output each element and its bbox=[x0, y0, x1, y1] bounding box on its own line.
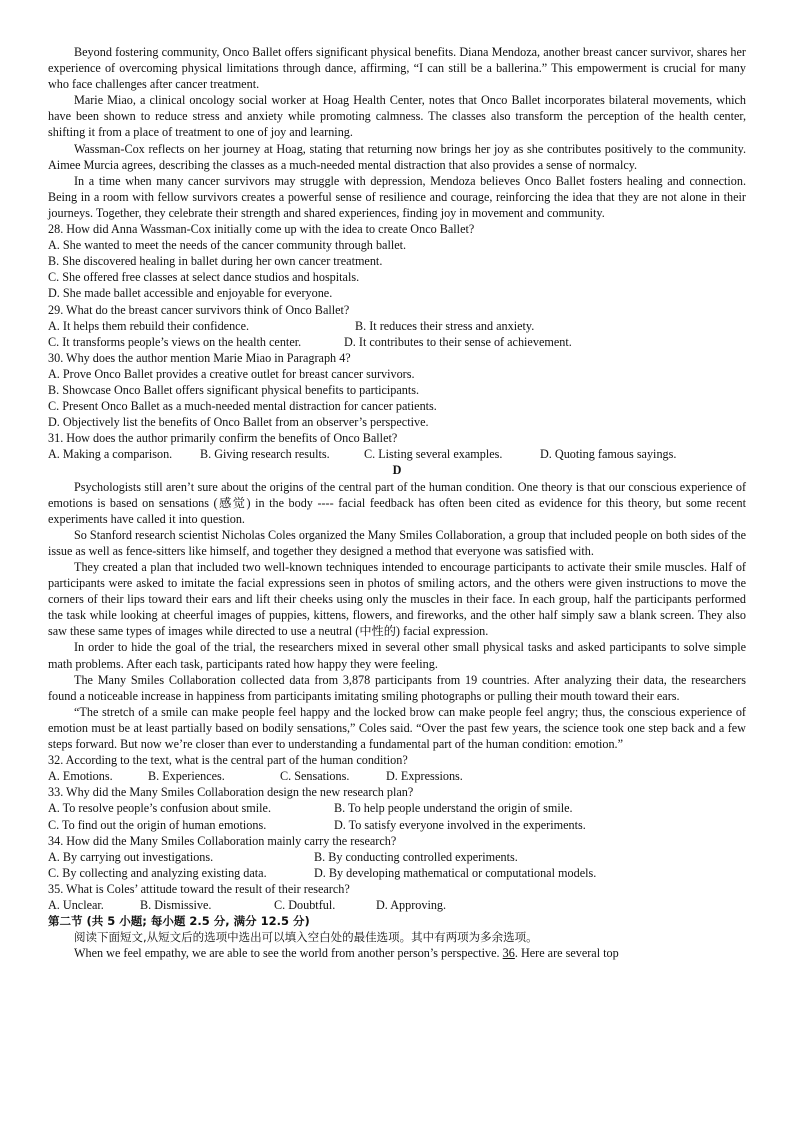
option-row bbox=[48, 817, 746, 833]
option-b[interactable]: B. Experiences. bbox=[148, 769, 225, 784]
passage-d-paragraph: They created a plan that included two well-known techniques intended to encourage participants to activate their smile muscles. Half of participants were asked to imitate the facial expressions seen in photos of smiling actors, and the others were given instructions to move the corners of their lips toward their ears and lift their cheeks using only the muscles in their face. In each group, half the participants performed the task while looking at cheerful images of puppies, kittens, flowers, and fireworks, and the other half simply saw a blank screen. They also saw these same types of images while directed to use a neutral (中性的) facial expression. bbox=[48, 560, 746, 639]
option-a[interactable]: A. Prove Onco Ballet provides a creative outlet for breast cancer survivors. bbox=[48, 366, 415, 381]
option-d[interactable]: D. She made ballet accessible and enjoyable for everyone. bbox=[48, 286, 333, 301]
option-b[interactable]: B. By conducting controlled experiments. bbox=[314, 849, 518, 864]
section-heading-d: D bbox=[392, 463, 402, 478]
option-c[interactable]: C. Doubtful. bbox=[274, 897, 336, 912]
option-d[interactable]: D. It contributes to their sense of achievement. bbox=[344, 334, 572, 349]
option-row bbox=[48, 768, 746, 784]
option-d[interactable]: D. Approving. bbox=[376, 897, 447, 912]
option-d[interactable]: D. Quoting famous sayings. bbox=[540, 447, 677, 462]
passage-d-paragraph: So Stanford research scientist Nicholas Coles organized the Many Smiles Collaboration, a group that included people on both sides of the issue as well as fence-sitters like himself, and together they designed a method that everyone was satisfied with. bbox=[48, 527, 746, 558]
option-c[interactable]: C. To find out the origin of human emotions. bbox=[48, 817, 267, 832]
question-33 bbox=[48, 784, 746, 832]
question-31 bbox=[48, 430, 746, 462]
option-row bbox=[48, 800, 746, 816]
option-c[interactable]: C. Sensations. bbox=[280, 769, 350, 784]
option-c[interactable]: C. It transforms people’s views on the health center. bbox=[48, 334, 302, 349]
option-c[interactable]: C. Listing several examples. bbox=[364, 447, 503, 462]
option-row bbox=[48, 849, 746, 865]
option-b[interactable]: B. She discovered healing in ballet during her own cancer treatment. bbox=[48, 254, 383, 269]
option-a[interactable]: A. Emotions. bbox=[48, 769, 113, 784]
passage-trail-text: . Here are several top bbox=[514, 946, 619, 961]
option-d[interactable]: D. Objectively list the benefits of Onco Ballet from an observer’s perspective. bbox=[48, 415, 429, 430]
section-2-passage-start bbox=[48, 945, 746, 961]
question-32 bbox=[48, 752, 746, 784]
question-stem: 28. How did Anna Wassman-Cox initially come up with the idea to create Onco Ballet? bbox=[48, 222, 475, 237]
passage-d-paragraph: Psychologists still aren’t sure about the origins of the central part of the human condition. One theory is that our conscious experience of emotions is based on sensations (感觉) in the body ---- facial feedback has often been cited as evidence for this theory, but some recent experiments have called it into question. bbox=[48, 479, 746, 526]
question-28 bbox=[48, 221, 746, 301]
question-stem: 30. Why does the author mention Marie Miao in Paragraph 4? bbox=[48, 350, 351, 365]
option-b[interactable]: B. To help people understand the origin of smile. bbox=[334, 801, 573, 816]
passage-d-paragraph: “The stretch of a smile can make people feel happy and the locked brow can make people feel angry; thus, the conscious experience of emotion must be at least partially based on bodily sensations,” Coles said. “Over the past few years, the science took one step back and a few steps forward. But now we’re closer than ever to understanding a fundamental part of the human condition: emotion.” bbox=[48, 704, 746, 752]
option-a[interactable]: A. By carrying out investigations. bbox=[48, 849, 214, 864]
option-b[interactable]: B. Giving research results. bbox=[200, 447, 330, 462]
section-2-heading: 第二节 (共 5 小题; 每小题 2.5 分, 满分 12.5 分) bbox=[48, 914, 310, 929]
option-b[interactable]: B. Showcase Onco Ballet offers significant physical benefits to participants. bbox=[48, 382, 420, 397]
question-30 bbox=[48, 350, 746, 430]
blank-36[interactable]: 36 bbox=[502, 946, 515, 961]
option-a[interactable]: A. Unclear. bbox=[48, 897, 104, 912]
option-row bbox=[48, 318, 746, 334]
passage-c-paragraph: Wassman-Cox reflects on her journey at Hoag, stating that returning now brings her joy as she contributes positively to the community. Aimee Murcia agrees, describing the classes as a much-needed mental distraction that also provides a sense of normalcy. bbox=[48, 141, 746, 172]
option-d[interactable]: D. By developing mathematical or computational models. bbox=[314, 865, 597, 880]
exam-page bbox=[48, 44, 746, 961]
option-a[interactable]: A. Making a comparison. bbox=[48, 447, 173, 462]
option-a[interactable]: A. She wanted to meet the needs of the cancer community through ballet. bbox=[48, 238, 407, 253]
option-a[interactable]: A. It helps them rebuild their confidence. bbox=[48, 318, 250, 333]
question-stem: 34. How did the Many Smiles Collaboration mainly carry the research? bbox=[48, 833, 397, 848]
option-a[interactable]: A. To resolve people’s confusion about smile. bbox=[48, 801, 271, 816]
passage-c-paragraph: Beyond fostering community, Onco Ballet offers significant physical benefits. Diana Mendoza, another breast cancer survivor, shares her experience of overcoming physical limitations through dance, affirming, “I can still be a ballerina.” This empowerment is crucial for many who face challenges after cancer treatment. bbox=[48, 45, 746, 92]
question-35 bbox=[48, 881, 746, 913]
option-b[interactable]: B. It reduces their stress and anxiety. bbox=[355, 318, 535, 333]
question-stem: 32. According to the text, what is the central part of the human condition? bbox=[48, 753, 408, 768]
option-b[interactable]: B. Dismissive. bbox=[140, 897, 212, 912]
option-c[interactable]: C. Present Onco Ballet as a much-needed mental distraction for cancer patients. bbox=[48, 399, 437, 414]
passage-c-paragraph: Marie Miao, a clinical oncology social worker at Hoag Health Center, notes that Onco Ballet incorporates bilateral movements, which have been shown to reduce stress and anxiety while promoting calmness. The classes also transform the perception of the health center, shifting it from a place of treatment to one of joy and learning. bbox=[48, 93, 746, 140]
passage-lead-text: When we feel empathy, we are able to see the world from another person’s perspective. bbox=[74, 946, 500, 961]
passage-d-paragraph: The Many Smiles Collaboration collected data from 3,878 participants from 19 countries. After analyzing their data, the researchers found a noticeable increase in happiness from participants imitating smiling photographs or pulling their mouth toward their ears. bbox=[48, 672, 746, 703]
option-c[interactable]: C. By collecting and analyzing existing data. bbox=[48, 865, 267, 880]
question-29 bbox=[48, 302, 746, 350]
question-stem: 33. Why did the Many Smiles Collaboration design the new research plan? bbox=[48, 785, 414, 800]
option-row bbox=[48, 334, 746, 350]
passage-c-paragraph: In a time when many cancer survivors may struggle with depression, Mendoza believes Onco Ballet fosters healing and connection. Being in a room with fellow survivors creates a powerful sense of resilience and courage, reinforcing the idea that they are not alone in their journeys. Together, they celebrate their strength and shared experiences, finding joy in movement and community. bbox=[48, 173, 746, 220]
option-d[interactable]: D. Expressions. bbox=[386, 769, 463, 784]
question-stem: 29. What do the breast cancer survivors think of Onco Ballet? bbox=[48, 302, 350, 317]
passage-d-paragraph: In order to hide the goal of the trial, the researchers mixed in several other small physical tasks and asked participants to solve simple math problems. After each task, participants rated how happy they were feeling. bbox=[48, 640, 746, 671]
question-34 bbox=[48, 833, 746, 881]
question-stem: 31. How does the author primarily confirm the benefits of Onco Ballet? bbox=[48, 431, 398, 446]
option-c[interactable]: C. She offered free classes at select dance studios and hospitals. bbox=[48, 270, 360, 285]
section-2-instruction: 阅读下面短文,从短文后的选项中选出可以填入空白处的最佳选项。其中有两项为多余选项。 bbox=[74, 930, 538, 945]
option-row bbox=[48, 865, 746, 881]
option-row bbox=[48, 446, 746, 462]
question-stem: 35. What is Coles’ attitude toward the result of their research? bbox=[48, 881, 350, 896]
option-row bbox=[48, 897, 746, 913]
option-d[interactable]: D. To satisfy everyone involved in the experiments. bbox=[334, 817, 586, 832]
